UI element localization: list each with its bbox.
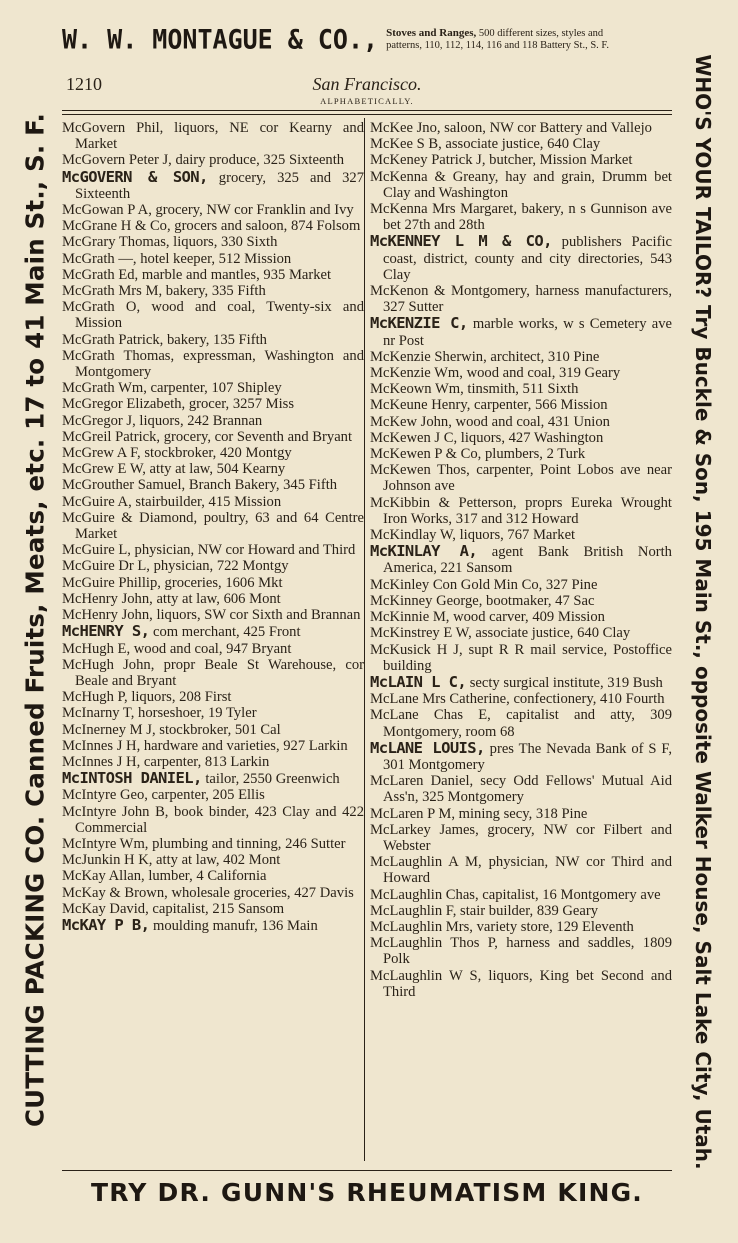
directory-entry [370,462,672,494]
directory-entry [370,935,672,967]
directory-entry [62,738,364,754]
entry-text: McGrane H & Co, grocers and saloon, 874 Folsom [62,218,361,235]
entry-text: McLaren Daniel, secy Odd Fellows' Mutual Aid Ass'n, 325 Montgomery [370,773,672,806]
entry-text: McKay Allan, lumber, 4 California [62,868,267,885]
entry-text: McGrath Mrs M, bakery, 335 Fifth [62,283,266,300]
entry-text: McKee Jno, saloon, NW cor Battery and Vallejo [370,120,652,136]
entry-text: secty surgical institute, 319 Bush [466,674,663,691]
entry-text: McLaughlin F, stair builder, 839 Geary [370,902,599,919]
entry-text: McLaren P M, mining secy, 318 Pine [370,805,588,822]
directory-entry [62,558,364,574]
entry-text: McHugh P, liquors, 208 First [62,689,232,706]
entry-text: McHenry John, liquors, SW cor Sixth and Brannan [62,607,361,624]
directory-entry [62,575,364,591]
entry-text: McKenna & Greany, hay and grain, Drumm bet Clay and Washington [370,168,672,201]
entry-text: McKibbin & Petterson, proprs Eureka Wrought Iron Works, 317 and 312 Howard [370,494,672,527]
entry-text: McGrouther Samuel, Branch Bakery, 345 Fifth [62,477,338,494]
entry-bold-name: McKENZIE C, [370,314,468,333]
entry-text: pres The Nevada Bank of S F, 301 Montgomery [383,740,672,773]
header-rule [62,110,672,111]
entry-text: McKinley Con Gold Min Co, 327 Pine [370,576,598,593]
entry-bold-name: McLANE LOUIS, [370,738,485,757]
entry-text: McGrew E W, atty at law, 504 Kearny [62,461,286,478]
entry-text: McKeune Henry, carpenter, 566 Mission [370,397,608,414]
entry-text: McInnes J H, hardware and varieties, 927 Larkin [62,737,348,754]
directory-entry [62,380,364,396]
directory-entry [370,593,672,609]
directory-entry [62,804,364,836]
entry-text: McLarkey James, grocery, NW cor Filbert and Webster [370,821,672,854]
entry-bold-name: McHENRY S, [62,622,150,641]
entry-text: McKeown Wm, tinsmith, 511 Sixth [370,381,579,398]
entry-text: McKewen Thos, carpenter, Point Lobos ave near Johnson ave [370,462,672,495]
entry-text: McGuire A, stairbuilder, 415 Mission [62,493,282,510]
entry-bold-name: McINTOSH DANIEL, [62,769,202,788]
entry-text: McLaughlin A M, physician, NW cor Third and Howard [370,854,672,887]
directory-entry [370,887,672,903]
entry-text: McGrary Thomas, liquors, 330 Sixth [62,234,278,251]
directory-entry [370,136,672,152]
directory-entry [62,836,364,852]
left-column [62,120,364,934]
top-ad-line1: 500 different sizes, styles and [476,27,604,39]
entry-text: McLane Mrs Catherine, confectionery, 410 Fourth [370,691,665,708]
entry-bold-name: McKINLAY A, [370,542,478,561]
directory-entry [370,169,672,201]
entry-text: McGrew A F, stockbroker, 420 Montgy [62,445,292,462]
directory-entry [370,854,672,886]
entry-text: McGregor Elizabeth, grocer, 3257 Miss [62,396,295,413]
directory-entry [370,365,672,381]
directory-entry [62,852,364,868]
page-subtitle: ALPHABETICALLY. [320,96,414,106]
entry-text: grocery, 325 and 327 Sixteenth [75,169,364,202]
entry-text: agent Bank British North America, 221 Sansom [383,544,672,577]
entry-text: McGowan P A, grocery, NW cor Franklin and Ivy [62,202,354,219]
page-number: 1210 [66,74,102,94]
directory-entry [370,919,672,935]
directory-entry [62,770,364,787]
entry-text: McLane Chas E, capitalist and atty, 309 Montgomery, room 68 [370,707,672,740]
right-side-advertisement: WHO'S YOUR TAILOR? Try Buckle & Son, 195 Main St., opposite Walker House, Salt Lake City, Utah. [691,54,715,1170]
directory-entry [370,806,672,822]
directory-entry [62,152,364,168]
entry-text: McKewen J C, liquors, 427 Washington [370,429,604,446]
right-column [370,120,672,1000]
entry-text: McKee S B, associate justice, 640 Clay [370,136,601,153]
entry-text: McGrath Thomas, expressman, Washington and Montgomery [62,347,364,381]
directory-entry [62,202,364,218]
directory-entry [62,429,364,445]
entry-text: McLaughlin W S, liquors, King bet Second and Third [370,967,672,1000]
directory-entry [370,674,672,691]
directory-entry [62,510,364,542]
entry-text: tailor, 2550 Greenwich [201,771,340,788]
directory-entry [62,885,364,901]
directory-entry [62,445,364,461]
directory-entry [62,120,364,152]
page-title: San Francisco. [312,74,422,94]
directory-entry [370,543,672,576]
entry-bold-name: McKAY P B, [62,915,150,934]
entry-text: McLaughlin Mrs, variety store, 129 Eleventh [370,918,634,935]
entry-text: McKew John, wood and coal, 431 Union [370,413,610,430]
directory-entry [62,218,364,234]
directory-entry [62,542,364,558]
directory-entry [62,348,364,380]
entry-text: McGrath Patrick, bakery, 135 Fifth [62,331,267,348]
directory-entry [370,430,672,446]
entry-text: McKenon & Montgomery, harness manufacturers, 327 Sutter [370,283,672,316]
entry-text: McIntyre Geo, carpenter, 205 Ellis [62,787,265,804]
directory-entry [62,868,364,884]
entry-text: McGrath Wm, carpenter, 107 Shipley [62,380,282,397]
page-header [62,68,672,108]
directory-entry [62,169,364,202]
directory-entry [62,461,364,477]
directory-entry [62,283,364,299]
top-ad-brand: W. W. MONTAGUE & CO., [62,23,379,55]
top-ad-details [386,27,609,52]
directory-entry [62,623,364,640]
entry-text: McGrath O, wood and coal, Twenty-six and Mission [62,299,364,332]
entry-text: McHenry John, atty at law, 606 Mont [62,590,281,607]
entry-text: McKinstrey E W, associate justice, 640 Clay [370,625,631,642]
directory-entry [62,494,364,510]
entry-text: McGuire Dr L, physician, 722 Montgy [62,558,289,575]
bottom-advertisement: TRY DR. GUNN'S RHEUMATISM KING. [90,1178,644,1207]
entry-text: McKinney George, bootmaker, 47 Sac [370,592,595,609]
left-side-advertisement: CUTTING PACKING CO. Canned Fruits, Meats, etc. 17 to 41 Main St., S. F. [20,113,50,1127]
directory-entry [62,787,364,803]
directory-entry [370,381,672,397]
entry-text: McKay & Brown, wholesale groceries, 427 Davis [62,884,354,901]
directory-entry [370,201,672,233]
entry-text: McGreil Patrick, grocery, cor Seventh and Bryant [62,428,353,445]
top-ad-line2: patterns, 110, 112, 114, 116 and 118 Battery St., S. F. [386,39,610,51]
entry-text: McJunkin H K, atty at law, 402 Mont [62,852,281,869]
directory-entry [62,754,364,770]
entry-text: McLaughlin Chas, capitalist, 16 Montgomery ave [370,886,661,903]
entry-text: McKenzie Wm, wood and coal, 319 Geary [370,365,621,382]
entry-text: McGrath —, hotel keeper, 512 Mission [62,250,292,267]
directory-entry [370,609,672,625]
entry-text: McIntyre Wm, plumbing and tinning, 246 Sutter [62,835,346,852]
directory-entry [62,477,364,493]
directory-entry [370,397,672,413]
footer-rule [62,1170,672,1171]
entry-text: McInarny T, horseshoer, 19 Tyler [62,705,257,722]
entry-text: McHugh John, propr Beale St Warehouse, cor Beale and Bryant [62,656,364,689]
entry-text: McKinnie M, wood carver, 409 Mission [370,609,605,626]
top-advertisement [62,22,672,56]
directory-entry [370,527,672,543]
directory-entry [370,446,672,462]
entry-text: McHugh E, wood and coal, 947 Bryant [62,640,292,657]
column-divider [364,118,365,1161]
entry-text: McGregor J, liquors, 242 Brannan [62,412,263,429]
entry-text: moulding manufr, 136 Main [149,917,318,934]
header-rule-thin [62,114,672,115]
entry-text: McGrath Ed, marble and mantles, 935 Market [62,266,332,283]
entry-text: McGovern Phil, liquors, NE cor Kearny and Market [62,120,364,153]
directory-entry [370,903,672,919]
directory-entry [62,413,364,429]
directory-entry [62,901,364,917]
directory-entry [370,120,672,136]
entry-text: McKusick H J, supt R R mail service, Postoffice building [370,641,672,674]
entry-text: McGuire & Diamond, poultry, 63 and 64 Centre Market [62,509,364,543]
directory-entry [62,267,364,283]
entry-text: McGovern Peter J, dairy produce, 325 Sixteenth [62,152,345,169]
directory-entry [62,396,364,412]
entry-text: McInerney M J, stockbroker, 501 Cal [62,721,281,738]
directory-entry [370,740,672,773]
directory-entry [62,641,364,657]
directory-entry [370,349,672,365]
entry-text: McInnes J H, carpenter, 813 Larkin [62,753,270,770]
directory-entry [62,722,364,738]
entry-text: McKindlay W, liquors, 767 Market [370,527,576,544]
directory-entry [62,251,364,267]
entry-text: marble works, w s Cemetery ave nr Post [383,316,672,349]
directory-entry [370,283,672,315]
directory-entry [62,657,364,689]
directory-entry [370,577,672,593]
directory-entry [370,691,672,707]
directory-entry [62,332,364,348]
directory-entry [370,315,672,348]
entry-text: publishers Pacific coast, district, county and city directories, 543 Clay [383,234,672,283]
directory-entry [62,607,364,623]
directory-entry [370,968,672,1000]
entry-text: com merchant, 425 Front [149,624,301,641]
entry-text: McKewen P & Co, plumbers, 2 Turk [370,446,586,463]
directory-entry [62,689,364,705]
entry-bold-name: McKENNEY L M & CO, [370,232,552,251]
directory-entry [370,414,672,430]
entry-text: McGuire L, physician, NW cor Howard and Third [62,542,356,559]
entry-text: McGuire Phillip, groceries, 1606 Mkt [62,574,283,591]
directory-entry [62,917,364,934]
entry-text: McLaughlin Thos P, harness and saddles, 1809 Polk [370,935,672,968]
top-ad-bold: Stoves and Ranges, [386,26,477,39]
entry-text: McKay David, capitalist, 215 Sansom [62,900,285,917]
directory-entry [62,705,364,721]
directory-entry [370,707,672,739]
directory-entry [370,625,672,641]
directory-entry [370,495,672,527]
directory-entry [62,299,364,331]
directory-entry [62,591,364,607]
directory-entry [370,773,672,805]
entry-bold-name: McGOVERN & SON, [62,167,208,186]
directory-entry [370,233,672,283]
directory-entry [370,642,672,674]
entry-bold-name: McLAIN L C, [370,672,467,691]
entry-text: McKenzie Sherwin, architect, 310 Pine [370,348,600,365]
entry-text: McKeney Patrick J, butcher, Mission Market [370,152,633,169]
directory-entry [62,234,364,250]
entry-text: McIntyre John B, book binder, 423 Clay and 422 Commercial [62,803,364,836]
directory-entry [370,152,672,168]
directory-entry [370,822,672,854]
entry-text: McKenna Mrs Margaret, bakery, n s Gunnison ave bet 27th and 28th [370,201,672,234]
